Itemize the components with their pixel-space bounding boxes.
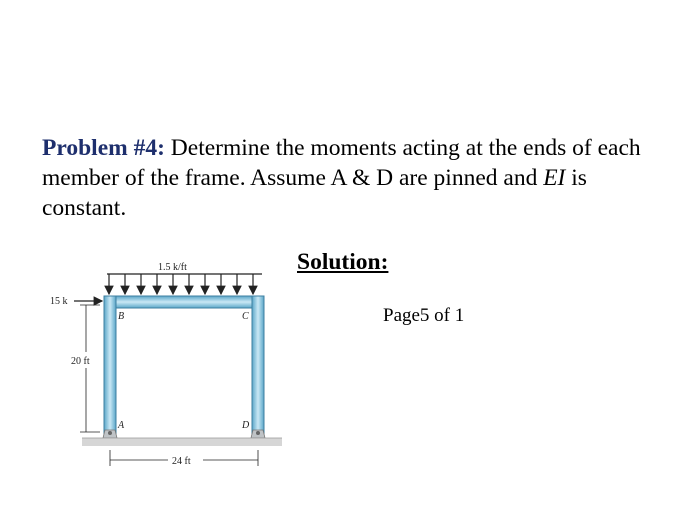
pin-support-d	[251, 430, 265, 438]
span-label: 24 ft	[172, 456, 191, 467]
page-indicator: Page5 of 1	[383, 305, 465, 326]
solution-heading: Solution:	[297, 249, 389, 275]
beam-bc	[104, 296, 264, 308]
problem-text-2: is constant.	[42, 165, 587, 221]
problem-text-1: Determine the moments acting at the ends of each member of the frame. Assume A & D are pinned and	[42, 135, 641, 191]
height-label: 20 ft	[71, 356, 90, 367]
node-b-label: B	[118, 311, 125, 322]
pin-support-a	[103, 430, 117, 438]
problem-ei: EI	[543, 165, 566, 191]
problem-heading: Problem #4:	[42, 135, 165, 161]
node-a-label: A	[118, 420, 125, 431]
node-d-label: D	[242, 420, 250, 431]
distributed-load	[107, 274, 262, 294]
load-label: 1.5 k/ft	[158, 262, 187, 273]
point-load-label: 15 k	[50, 296, 68, 307]
node-c-label: C	[242, 311, 249, 322]
ground	[82, 438, 282, 446]
height-dimension	[80, 305, 100, 432]
column-cd	[252, 296, 264, 438]
column-ab	[104, 296, 116, 438]
